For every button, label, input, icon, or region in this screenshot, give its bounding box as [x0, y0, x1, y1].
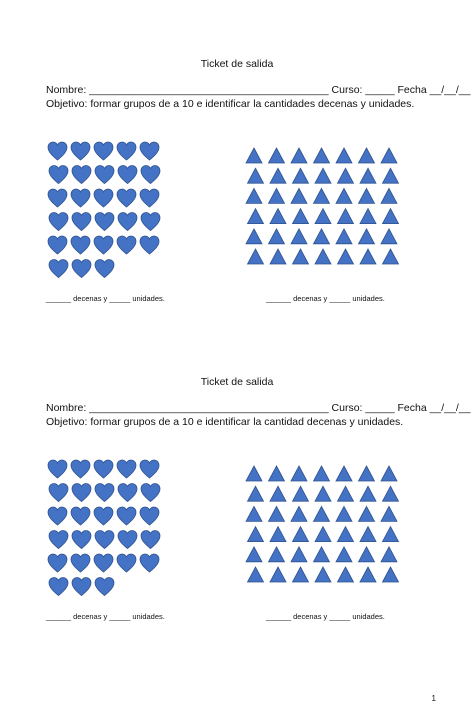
- heart-icon: [48, 236, 67, 254]
- heart-icon: [72, 531, 91, 549]
- triangle-icon: [269, 506, 285, 521]
- triangle-icon: [248, 527, 264, 542]
- heart-icon: [141, 213, 160, 231]
- triangle-icon: [270, 567, 286, 582]
- triangle-icon: [336, 547, 352, 562]
- heart-icon: [71, 460, 90, 478]
- heart-icon: [140, 236, 159, 254]
- triangle-icon: [314, 547, 330, 562]
- heart-icon: [49, 260, 68, 278]
- triangle-icon: [336, 188, 352, 203]
- heart-icon: [95, 213, 114, 231]
- triangle-icon: [248, 567, 264, 582]
- triangle-icon: [246, 229, 262, 244]
- triangles-group: [244, 464, 404, 588]
- heart-icon: [140, 189, 159, 207]
- heart-icon: [118, 166, 137, 184]
- triangles-answer-line: ______ decenas y _____ unidades.: [266, 612, 385, 621]
- triangle-icon: [383, 249, 399, 264]
- triangle-icon: [359, 229, 375, 244]
- triangle-icon: [383, 527, 399, 542]
- page-number: 1: [431, 694, 436, 703]
- ticket-title: Ticket de salida: [200, 376, 274, 388]
- triangle-icon: [338, 168, 354, 183]
- heart-icon: [141, 484, 160, 502]
- triangle-icon: [336, 466, 352, 481]
- triangle-icon: [381, 547, 397, 562]
- name-course-date-line: Nombre: _________________________________________ Curso: _____ Fecha __/__/__: [46, 402, 471, 414]
- hearts-group: [46, 140, 166, 280]
- triangle-icon: [381, 466, 397, 481]
- heart-icon: [95, 484, 114, 502]
- heart-icon: [95, 260, 114, 278]
- triangle-icon: [383, 168, 399, 183]
- triangle-icon: [360, 567, 376, 582]
- triangle-icon: [246, 506, 262, 521]
- heart-icon: [49, 484, 68, 502]
- ticket-2: [0, 318, 474, 648]
- heart-icon: [95, 578, 114, 596]
- triangle-icon: [338, 527, 354, 542]
- triangle-icon: [315, 168, 331, 183]
- heart-icon: [117, 554, 136, 572]
- heart-icon: [71, 554, 90, 572]
- heart-icon: [94, 189, 113, 207]
- heart-icon: [94, 460, 113, 478]
- heart-icon: [48, 507, 67, 525]
- triangle-icon: [270, 249, 286, 264]
- triangle-icon: [293, 486, 309, 501]
- triangle-icon: [269, 148, 285, 163]
- heart-icon: [49, 531, 68, 549]
- triangles-group: [244, 146, 404, 270]
- triangle-icon: [246, 148, 262, 163]
- heart-icon: [117, 507, 136, 525]
- heart-icon: [140, 142, 159, 160]
- hearts-group: [46, 458, 166, 598]
- triangle-icon: [336, 506, 352, 521]
- heart-icon: [140, 460, 159, 478]
- heart-icon: [49, 578, 68, 596]
- triangle-icon: [269, 188, 285, 203]
- triangle-icon: [383, 209, 399, 224]
- triangle-icon: [381, 188, 397, 203]
- heart-icon: [48, 460, 67, 478]
- triangle-icon: [270, 168, 286, 183]
- triangle-icon: [248, 486, 264, 501]
- name-course-date-line: Nombre: _________________________________________ Curso: _____ Fecha __/__/__: [46, 84, 471, 96]
- heart-icon: [72, 260, 91, 278]
- triangle-icon: [293, 249, 309, 264]
- heart-icon: [141, 166, 160, 184]
- ticket-title: Ticket de salida: [200, 58, 274, 70]
- triangle-icon: [360, 209, 376, 224]
- triangle-icon: [359, 148, 375, 163]
- triangle-icon: [291, 229, 307, 244]
- heart-icon: [72, 578, 91, 596]
- triangle-icon: [338, 209, 354, 224]
- triangle-icon: [315, 527, 331, 542]
- heart-icon: [95, 531, 114, 549]
- triangle-icon: [248, 249, 264, 264]
- heart-icon: [95, 166, 114, 184]
- heart-icon: [71, 142, 90, 160]
- triangle-icon: [293, 209, 309, 224]
- triangle-icon: [270, 209, 286, 224]
- heart-icon: [118, 484, 137, 502]
- triangle-icon: [293, 168, 309, 183]
- triangle-icon: [383, 486, 399, 501]
- triangle-icon: [270, 527, 286, 542]
- heart-icon: [71, 507, 90, 525]
- heart-icon: [117, 142, 136, 160]
- triangle-icon: [246, 547, 262, 562]
- triangle-icon: [248, 209, 264, 224]
- heart-icon: [49, 213, 68, 231]
- heart-icon: [140, 554, 159, 572]
- triangle-icon: [291, 547, 307, 562]
- objective-text: Objetivo: formar grupos de a 10 e identificar la cantidad decenas y unidades.: [46, 416, 404, 428]
- triangle-icon: [269, 547, 285, 562]
- triangle-icon: [360, 486, 376, 501]
- triangle-icon: [338, 249, 354, 264]
- triangle-icon: [360, 527, 376, 542]
- heart-icon: [48, 142, 67, 160]
- heart-icon: [94, 142, 113, 160]
- heart-icon: [72, 166, 91, 184]
- triangle-icon: [314, 229, 330, 244]
- triangle-icon: [315, 249, 331, 264]
- triangle-icon: [270, 486, 286, 501]
- triangle-icon: [314, 466, 330, 481]
- heart-icon: [48, 189, 67, 207]
- triangle-icon: [381, 148, 397, 163]
- triangle-icon: [293, 567, 309, 582]
- triangle-icon: [246, 466, 262, 481]
- triangle-icon: [381, 506, 397, 521]
- triangle-icon: [381, 229, 397, 244]
- heart-icon: [117, 236, 136, 254]
- triangle-icon: [248, 168, 264, 183]
- heart-icon: [118, 213, 137, 231]
- triangle-icon: [314, 188, 330, 203]
- triangle-icon: [360, 168, 376, 183]
- heart-icon: [72, 484, 91, 502]
- hearts-answer-line: ______ decenas y _____ unidades.: [46, 294, 165, 303]
- triangle-icon: [291, 506, 307, 521]
- objective-text: Objetivo: formar grupos de a 10 e identificar la cantidades decenas y unidades.: [46, 98, 415, 110]
- triangle-icon: [315, 486, 331, 501]
- heart-icon: [71, 189, 90, 207]
- triangle-icon: [293, 527, 309, 542]
- hearts-answer-line: ______ decenas y _____ unidades.: [46, 612, 165, 621]
- triangle-icon: [246, 188, 262, 203]
- triangle-icon: [336, 148, 352, 163]
- heart-icon: [117, 189, 136, 207]
- triangle-icon: [314, 506, 330, 521]
- triangle-icon: [315, 209, 331, 224]
- heart-icon: [49, 166, 68, 184]
- triangle-icon: [269, 229, 285, 244]
- heart-icon: [48, 554, 67, 572]
- heart-icon: [71, 236, 90, 254]
- triangle-icon: [291, 466, 307, 481]
- triangle-icon: [291, 148, 307, 163]
- triangle-icon: [383, 567, 399, 582]
- triangle-icon: [359, 188, 375, 203]
- ticket-1: [0, 0, 474, 330]
- heart-icon: [94, 507, 113, 525]
- triangle-icon: [360, 249, 376, 264]
- heart-icon: [141, 531, 160, 549]
- heart-icon: [94, 554, 113, 572]
- triangle-icon: [359, 547, 375, 562]
- heart-icon: [94, 236, 113, 254]
- triangle-icon: [338, 567, 354, 582]
- triangles-answer-line: ______ decenas y _____ unidades.: [266, 294, 385, 303]
- heart-icon: [117, 460, 136, 478]
- heart-icon: [140, 507, 159, 525]
- triangle-icon: [315, 567, 331, 582]
- heart-icon: [72, 213, 91, 231]
- triangle-icon: [269, 466, 285, 481]
- triangle-icon: [291, 188, 307, 203]
- triangle-icon: [336, 229, 352, 244]
- triangle-icon: [338, 486, 354, 501]
- triangle-icon: [359, 466, 375, 481]
- heart-icon: [118, 531, 137, 549]
- triangle-icon: [314, 148, 330, 163]
- triangle-icon: [359, 506, 375, 521]
